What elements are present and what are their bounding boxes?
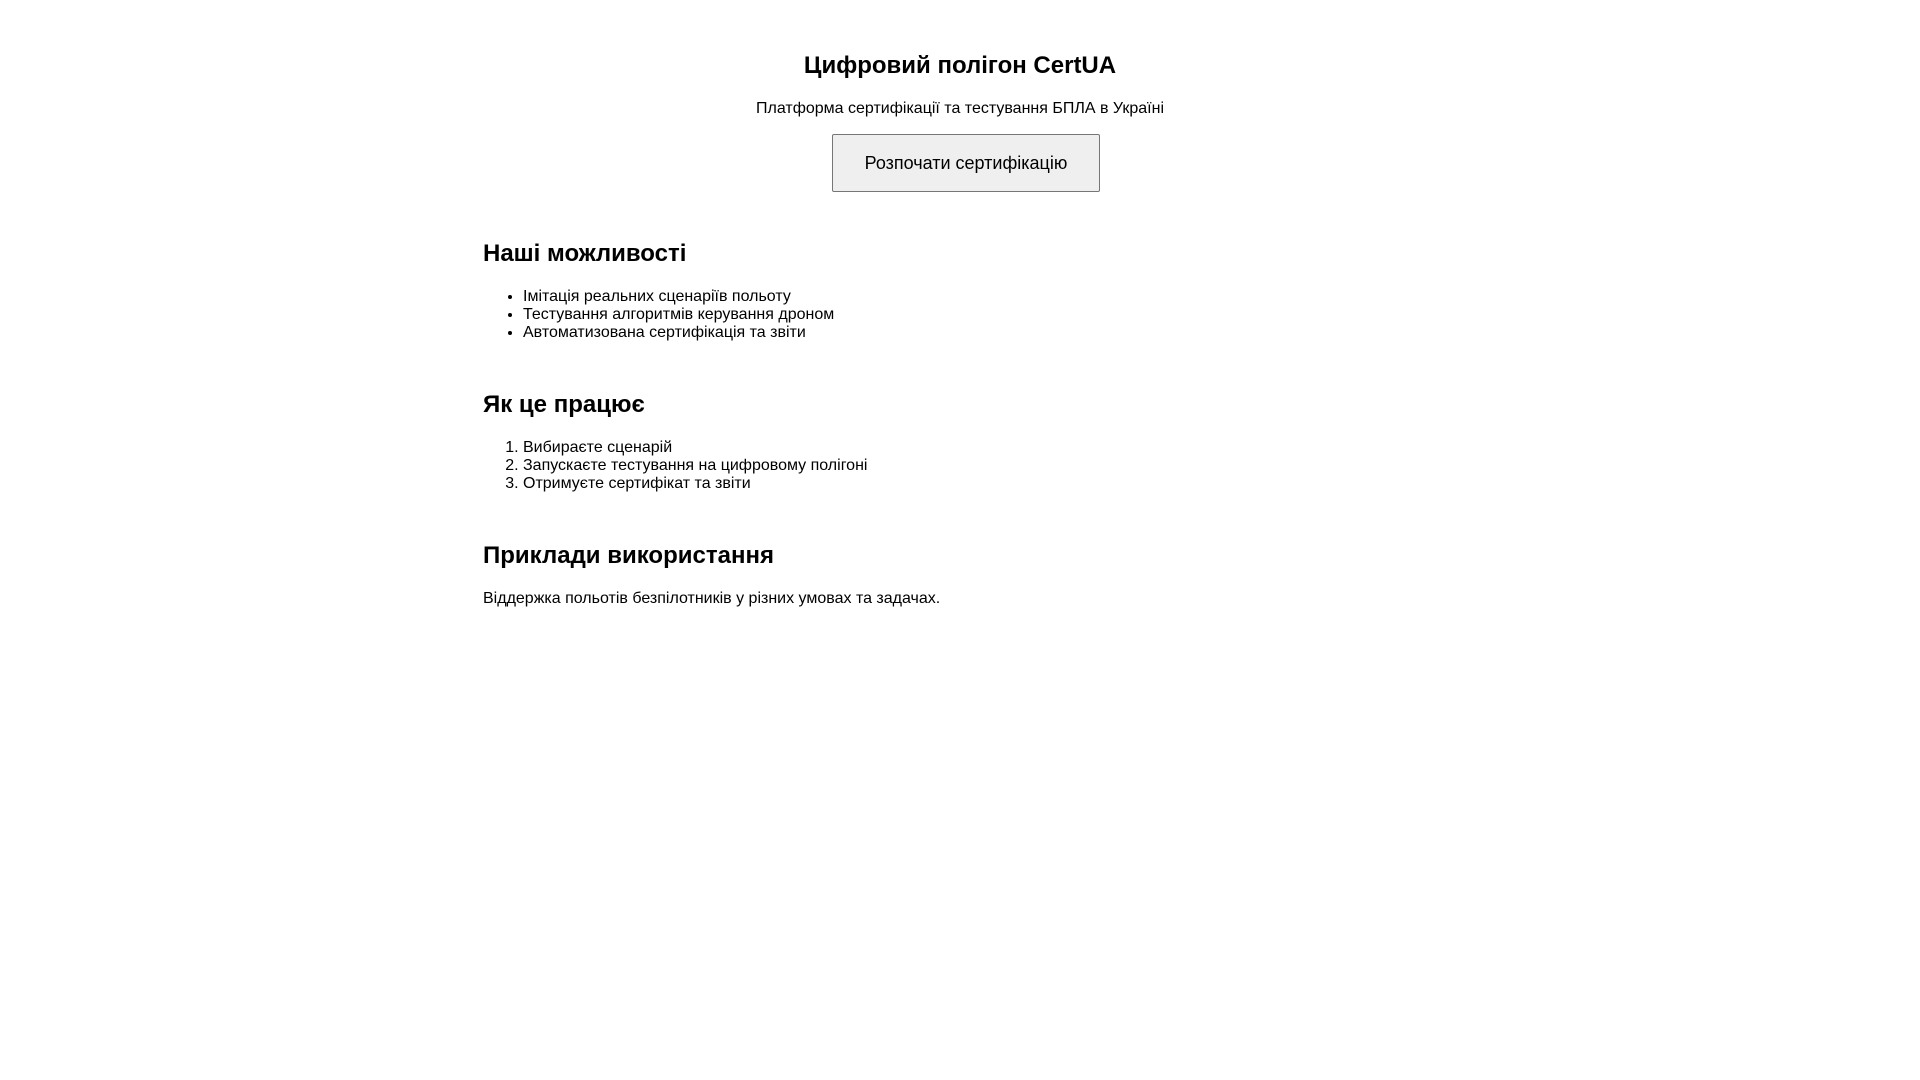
- usage-examples-text: Віддержка польотів безпілотників у різних умовах та задачах.: [483, 590, 941, 607]
- start-certification-button[interactable]: Розпочати сертифікацію: [832, 134, 1100, 192]
- list-item: • Тестування алгоритмів керування дроном: [523, 306, 834, 324]
- page-title: Цифровий полігон CertUA: [803, 52, 1117, 79]
- list-item: 1. Вибираєте сценарій: [523, 439, 867, 457]
- list-item: • Автоматизована сертифікація та звіти: [523, 324, 834, 342]
- features-section: [483, 238, 1483, 341]
- steps-list: [483, 439, 867, 493]
- usage-examples-heading: Приклади використання: [483, 542, 774, 569]
- usage-examples-section: [483, 540, 1483, 607]
- list-item: 2. Запускаєте тестування на цифровому полігоні: [523, 457, 867, 475]
- how-it-works-heading: Як це працює: [483, 391, 645, 418]
- list-item: 3. Отримуєте сертифікат та звіти: [523, 475, 867, 493]
- features-heading: Наші можливості: [483, 240, 687, 267]
- page-subtitle: Платформа сертифікації та тестування БПЛА в Україні: [756, 100, 1164, 117]
- how-it-works-section: [483, 389, 1483, 492]
- list-item: • Імітація реальних сценаріїв польоту: [523, 288, 834, 306]
- features-list: [483, 288, 834, 342]
